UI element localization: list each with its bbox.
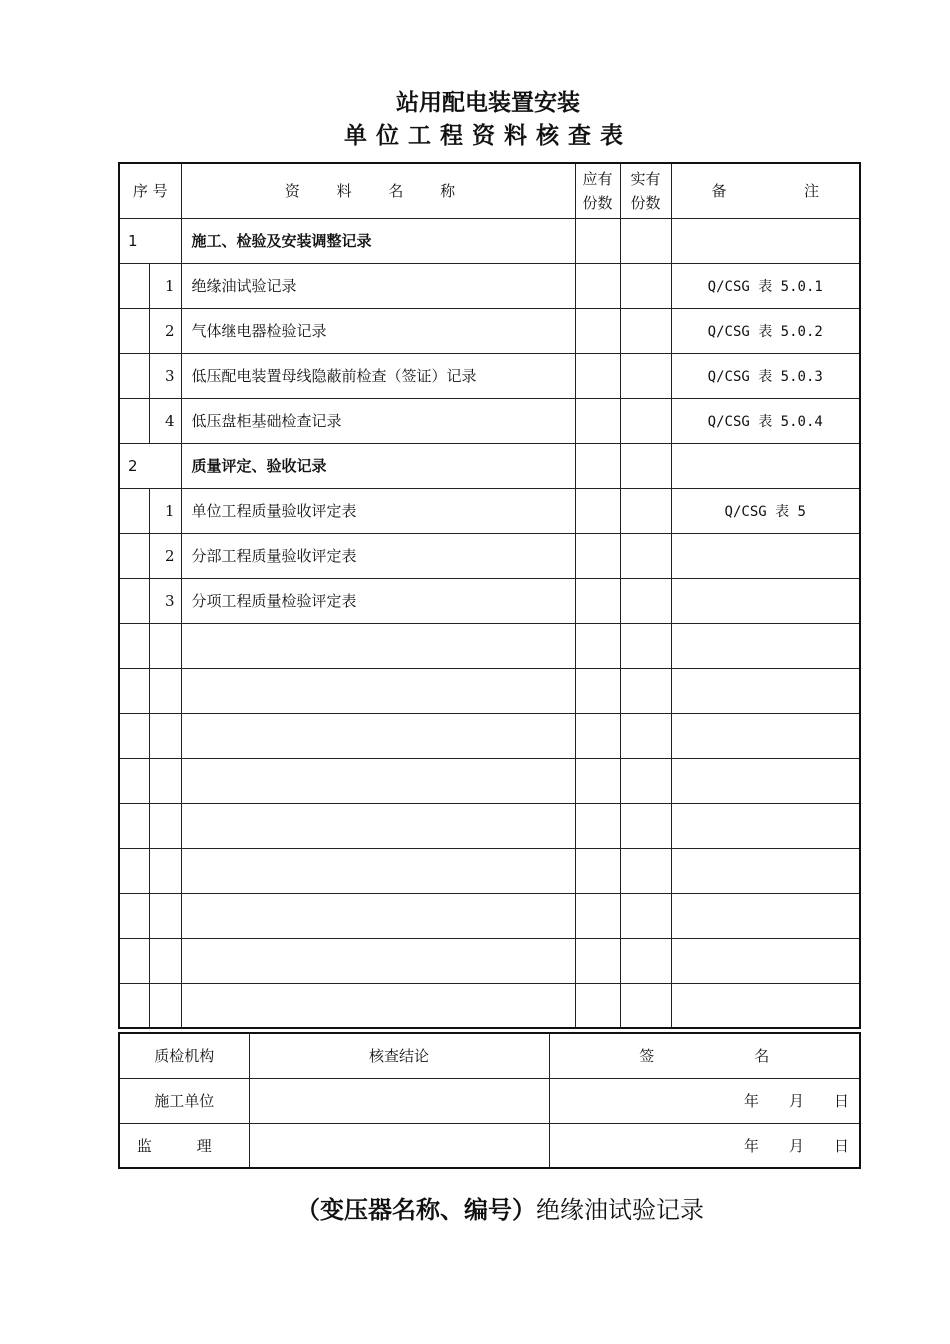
item-remark: Q/CSG 表 5 — [671, 488, 860, 533]
table-row — [119, 578, 860, 623]
table-row — [119, 533, 860, 578]
item-number: 3 — [149, 578, 181, 623]
header-actual-line2: 份数 — [630, 193, 661, 212]
next-form-title — [0, 1190, 950, 1225]
empty-row — [119, 938, 860, 983]
empty-row — [119, 758, 860, 803]
item-number: 2 — [149, 308, 181, 353]
section-number: 2 — [119, 443, 181, 488]
header-seq: 序 号 — [119, 163, 181, 218]
item-name: 气体继电器检验记录 — [181, 308, 575, 353]
item-remark — [671, 533, 860, 578]
construction-conclusion-cell[interactable] — [249, 1078, 549, 1123]
sign-row-construction — [119, 1078, 860, 1123]
section-row — [119, 218, 860, 263]
item-number: 3 — [149, 353, 181, 398]
data-check-table — [118, 162, 861, 1029]
construction-unit-label: 施工单位 — [119, 1078, 249, 1123]
item-name: 绝缘油试验记录 — [181, 263, 575, 308]
item-number: 4 — [149, 398, 181, 443]
day-label: 日 — [833, 1136, 849, 1155]
header-actual-line1: 实有 — [630, 169, 661, 188]
table-header-row — [119, 163, 860, 218]
signature-table — [118, 1032, 861, 1169]
item-name: 单位工程质量验收评定表 — [181, 488, 575, 533]
month-label: 月 — [788, 1136, 804, 1155]
empty-row — [119, 713, 860, 758]
header-should-line2: 份数 — [582, 193, 613, 212]
header-name: 资 料 名 称 — [181, 163, 575, 218]
item-name: 分项工程质量检验评定表 — [181, 578, 575, 623]
item-name: 低压盘柜基础检查记录 — [181, 398, 575, 443]
year-label: 年 — [743, 1136, 759, 1155]
header-signature — [549, 1033, 860, 1078]
year-label: 年 — [743, 1092, 759, 1110]
header-remark-right: 注 — [803, 182, 819, 201]
sign-header-row — [119, 1033, 860, 1078]
sign-row-supervision — [119, 1123, 860, 1168]
empty-row — [119, 623, 860, 668]
section-title: 施工、检验及安装调整记录 — [181, 218, 575, 263]
empty-row — [119, 848, 860, 893]
table-row — [119, 488, 860, 533]
next-form-title-normal: 绝缘油试验记录 — [536, 1196, 704, 1224]
header-conclusion: 核查结论 — [249, 1033, 549, 1078]
empty-row — [119, 893, 860, 938]
header-sign-left: 签 — [639, 1047, 655, 1066]
item-remark: Q/CSG 表 5.0.1 — [671, 263, 860, 308]
empty-row — [119, 983, 860, 1028]
month-label: 月 — [788, 1092, 804, 1110]
item-number: 2 — [149, 533, 181, 578]
header-should-count — [575, 163, 620, 218]
table-row — [119, 398, 860, 443]
next-form-title-bold: （变压器名称、编号） — [296, 1196, 536, 1224]
supervision-conclusion-cell[interactable] — [249, 1123, 549, 1168]
header-remark — [671, 163, 860, 218]
empty-row — [119, 803, 860, 848]
construction-signature-cell[interactable] — [549, 1078, 860, 1123]
table-row — [119, 263, 860, 308]
form-title: 站用配电装置安装 — [396, 90, 580, 116]
section-number: 1 — [119, 218, 181, 263]
table-row — [119, 308, 860, 353]
item-remark: Q/CSG 表 5.0.3 — [671, 353, 860, 398]
item-remark: Q/CSG 表 5.0.4 — [671, 398, 860, 443]
header-sign-right: 名 — [754, 1047, 770, 1066]
section-title: 质量评定、验收记录 — [181, 443, 575, 488]
header-actual-count — [620, 163, 671, 218]
day-label: 日 — [833, 1092, 849, 1110]
section-row — [119, 443, 860, 488]
supervision-label: 监 理 — [119, 1123, 249, 1168]
item-remark — [671, 578, 860, 623]
item-name: 分部工程质量验收评定表 — [181, 533, 575, 578]
header-should-line1: 应有 — [582, 169, 613, 188]
header-qc-org: 质检机构 — [119, 1033, 249, 1078]
table-row — [119, 353, 860, 398]
item-name: 低压配电装置母线隐蔽前检查（签证）记录 — [181, 353, 575, 398]
item-number: 1 — [149, 263, 181, 308]
supervision-signature-cell[interactable] — [549, 1123, 860, 1168]
item-remark: Q/CSG 表 5.0.2 — [671, 308, 860, 353]
form-subtitle: 单位工程资料核查表 — [344, 123, 632, 149]
header-remark-left: 备 — [711, 182, 727, 201]
item-number: 1 — [149, 488, 181, 533]
empty-row — [119, 668, 860, 713]
